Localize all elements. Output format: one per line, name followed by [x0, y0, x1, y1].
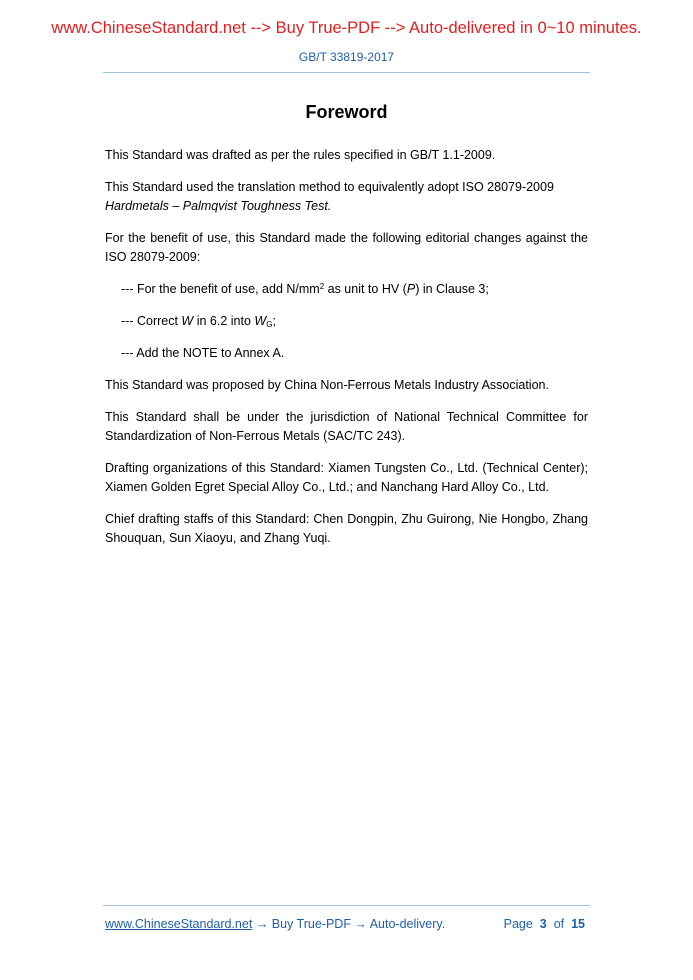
- paragraph-drafting-rules: This Standard was drafted as per the rules specified in GB/T 1.1-2009.: [105, 148, 496, 162]
- header-divider: [103, 72, 590, 73]
- paragraph-adoption: [105, 178, 588, 216]
- paragraph-drafting-staff: Chief drafting staffs of this Standard: Chen Dongpin, Zhu Guirong, Nie Hongbo, Zhang Shouquan, Sun Xiaoyu, and Zhang Yuqi.: [105, 512, 588, 545]
- footer-delivery-text: Auto-delivery.: [369, 917, 446, 931]
- change-2-text-c: ;: [272, 314, 276, 328]
- of-label: of: [553, 917, 565, 931]
- change-2-variable: W: [181, 314, 194, 328]
- paragraph-editorial-changes: For the benefit of use, this Standard made the following editorial changes against the ISO 28079-2009:: [105, 231, 588, 264]
- standard-number: GB/T 33819-2017: [298, 50, 395, 64]
- change-1-variable: P: [406, 282, 416, 296]
- page-total: 15: [571, 917, 585, 931]
- change-2-text: --- Correct: [121, 314, 182, 328]
- paragraph-proposer: This Standard was proposed by China Non-Ferrous Metals Industry Association.: [105, 378, 549, 392]
- page-label: Page: [503, 917, 533, 931]
- adopted-standard-title: Hardmetals – Palmqvist Toughness Test.: [105, 199, 332, 213]
- page-indicator: [504, 917, 585, 931]
- promo-banner[interactable]: www.ChineseStandard.net --> Buy True-PDF --> Auto-delivered in 0~10 minutes.: [51, 19, 642, 37]
- foreword-body: [105, 146, 588, 561]
- change-2-text-b: in 6.2 into: [193, 314, 255, 328]
- change-1-text-b: as unit to HV (: [324, 282, 407, 296]
- page-title: Foreword: [305, 102, 388, 122]
- footer-site-link[interactable]: www.ChineseStandard.net: [105, 917, 253, 931]
- footer-arrow-icon: →: [252, 917, 272, 931]
- change-2-subscript: G: [266, 320, 273, 329]
- footer-buy-text: Buy True-PDF: [271, 917, 351, 931]
- change-item-2: [105, 312, 588, 331]
- paragraph-drafting-orgs: Drafting organizations of this Standard: Xiamen Tungsten Co., Ltd. (Technical Center); Xiamen Golden Egret Special Alloy Co., Ltd.; and Nanchang Hard Alloy Co., Ltd.: [105, 461, 588, 494]
- footer-arrow-icon: →: [350, 917, 370, 931]
- page-current: 3: [539, 917, 547, 931]
- change-2-variable-2: W: [254, 314, 267, 328]
- change-item-3: --- Add the NOTE to Annex A.: [121, 346, 285, 360]
- adoption-text: This Standard used the translation method to equivalently adopt ISO 28079-2009: [105, 180, 554, 194]
- change-1-text-c: ) in Clause 3;: [415, 282, 489, 296]
- page-footer: [105, 917, 585, 931]
- change-item-1: [105, 280, 588, 299]
- change-1-text: --- For the benefit of use, add N/mm: [121, 282, 320, 296]
- change-1-superscript: 2: [319, 282, 325, 291]
- footer-divider: [103, 905, 590, 906]
- paragraph-jurisdiction: This Standard shall be under the jurisdiction of National Technical Committee for Standardization of Non-Ferrous Metals (SAC/TC 243).: [105, 410, 588, 443]
